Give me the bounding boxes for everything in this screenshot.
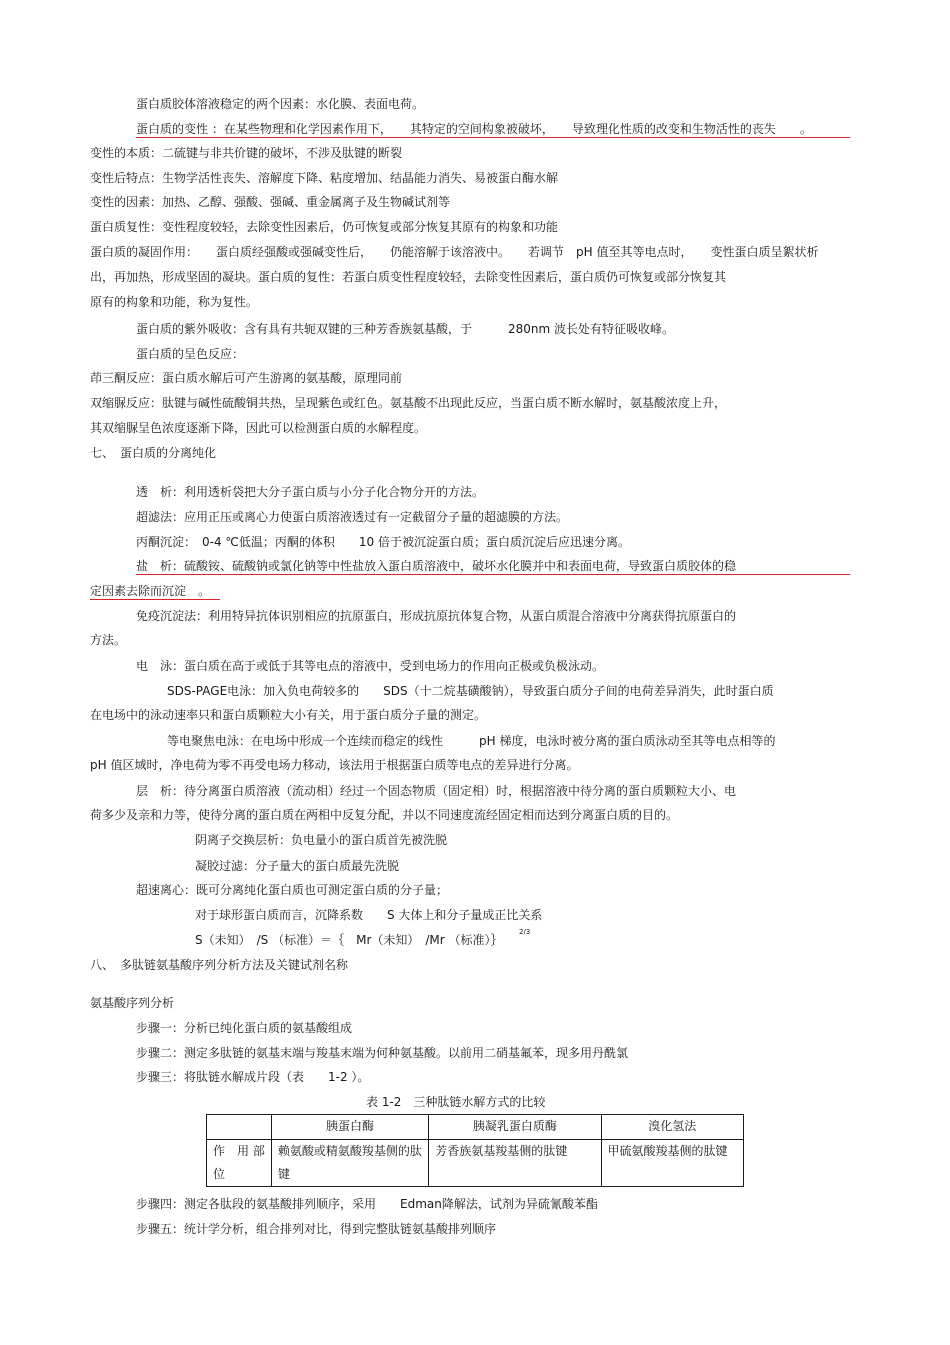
text-line: 变性的因素：加热、乙醇、强酸、强碱、重金属离子及生物碱试剂等: [90, 195, 451, 209]
text-line: 步骤四：测定各肽段的氨基酸排列顺序，采用 Edman降解法，试剂为异硫氰酸苯酯: [136, 1197, 598, 1211]
text-line: 变性后特点：生物学活性丧失、溶解度下降、粘度增加、结晶能力消失、易被蛋白酶水解: [90, 171, 559, 185]
table-cell: 芳香族氨基羧基侧的肽键: [429, 1140, 601, 1187]
text-line: 定因素去除而沉淀 。: [90, 584, 211, 598]
table-cell: 甲硫氨酸羧基侧的肽键: [601, 1140, 743, 1187]
text-line: 等电聚焦电泳：在电场中形成一个连续而稳定的线性 pH 梯度，电泳时被分离的蛋白质泳动至其等电点相等的: [167, 734, 776, 748]
table-header-row: [207, 1115, 744, 1140]
text-line-salting-out: 盐 析：硫酸铵、硫酸钠或氯化钠等中性盐放入蛋白质溶液中，破坏水化膜并中和表面电荷，导致蛋白质胶体的稳: [136, 559, 737, 573]
text-line: 双缩脲反应：肽键与碱性硫酸铜共热，呈现紫色或红色。氨基酸不出现此反应，当蛋白质不断水解时，氨基酸浓度上升，: [90, 396, 727, 410]
text-line: 层 析：待分离蛋白质溶液（流动相）经过一个固态物质（固定相）时，根据溶液中待分离的蛋白质颗粒大小、电: [136, 784, 737, 798]
text-line: 蛋白质胶体溶液稳定的两个因素：水化膜、表面电荷。: [136, 97, 425, 111]
text-line: 超速离心：既可分离纯化蛋白质也可测定蛋白质的分子量；: [136, 883, 449, 897]
text-line: 变性的本质：二硫键与非共价键的破坏，不涉及肽键的断裂: [90, 146, 403, 160]
formula-exponent: 2/3: [519, 928, 531, 936]
red-underline: [136, 574, 850, 575]
text-line: 出，再加热，形成坚固的凝块。蛋白质的复性：若蛋白质变性程度较轻，去除变性因素后，蛋白质仍可恢复或部分恢复其: [90, 270, 727, 284]
text-line: 蛋白质的呈色反应：: [136, 347, 245, 361]
text-line: pH 值区域时，净电荷为零不再受电场力移动，该法用于根据蛋白质等电点的差异进行分离。: [90, 758, 579, 772]
text-line: 其双缩脲呈色浓度逐渐下降，因此可以检测蛋白质的水解程度。: [90, 421, 427, 435]
table-header-cell: [207, 1115, 272, 1140]
text-line: 茚三酮反应：蛋白质水解后可产生游离的氨基酸，原理同前: [90, 371, 403, 385]
text-line: 在电场中的泳动速率只和蛋白质颗粒大小有关，用于蛋白质分子量的测定。: [90, 708, 487, 722]
text-line: 荷多少及亲和力等，使待分离的蛋白质在两相中反复分配，并以不同速度流经固定相而达到分离蛋白质的目的。: [90, 808, 679, 822]
text-line: 蛋白质的凝固作用： 蛋白质经强酸或强碱变性后， 仍能溶解于该溶液中。 若调节 pH 值至其等电点时， 变性蛋白质呈絮状析: [90, 245, 819, 259]
text-line: 步骤二：测定多肽链的氨基末端与羧基末端为何种氨基酸。以前用二硝基氟苯，现多用丹酰氯: [136, 1046, 629, 1060]
text-line: 阴离子交换层析：负电量小的蛋白质首先被洗脱: [195, 833, 448, 847]
text-line: 凝胶过滤：分子量大的蛋白质最先洗脱: [195, 859, 400, 873]
text-line: 蛋白质的紫外吸收：含有具有共轭双键的三种芳香族氨基酸，于 280nm 波长处有特征吸收峰。: [136, 322, 675, 336]
section-heading: 八、 多肽链氨基酸序列分析方法及关键试剂名称: [90, 958, 349, 972]
text-line: 超滤法：应用正压或离心力使蛋白质溶液透过有一定截留分子量的超滤膜的方法。: [136, 510, 569, 524]
table-header-cell: 溴化氢法: [601, 1115, 743, 1140]
text-line: 丙酮沉淀： 0-4 ℃低温；丙酮的体积 10 倍于被沉淀蛋白质；蛋白质沉淀后应迅速分离。: [136, 535, 630, 549]
table-cell: 赖氨酸或精氨酸羧基侧的肽键: [271, 1140, 428, 1187]
text-line: 步骤三：将肽链水解成片段（表 1-2 ）。: [136, 1070, 370, 1084]
text-line: 原有的构象和功能，称为复性。: [90, 295, 259, 309]
text-line: 方法。: [90, 633, 127, 647]
table-header-cell: 胰蛋白酶: [271, 1115, 428, 1140]
text-line: 透 析：利用透析袋把大分子蛋白质与小分子化合物分开的方法。: [136, 485, 485, 499]
text-line: 步骤一：分析已纯化蛋白质的氨基酸组成: [136, 1021, 353, 1035]
table-caption: 表 1-2 三种肽链水解方式的比较: [366, 1095, 546, 1109]
comparison-table: [206, 1114, 744, 1187]
red-underline: [136, 137, 850, 138]
table-header-cell: 胰凝乳蛋白质酶: [429, 1115, 601, 1140]
red-underline: [90, 599, 220, 600]
section-heading: 七、 蛋白质的分离纯化: [90, 446, 217, 460]
text-line: SDS-PAGE电泳：加入负电荷较多的 SDS（十二烷基磺酸钠），导致蛋白质分子间的电荷差异消失，此时蛋白质: [167, 684, 774, 698]
text-line: 蛋白质复性：变性程度较轻，去除变性因素后，仍可恢复或部分恢复其原有的构象和功能: [90, 220, 559, 234]
formula-line: S（未知） /S （标准）＝｛ Mr（未知） /Mr （标准）｝: [195, 933, 503, 947]
table-row: [207, 1140, 744, 1187]
text-line: 电 泳：蛋白质在高于或低于其等电点的溶液中，受到电场力的作用向正极或负极泳动。: [136, 659, 605, 673]
text-line: 免疫沉淀法：利用特异抗体识别相应的抗原蛋白，形成抗原抗体复合物，从蛋白质混合溶液中分离获得抗原蛋白的: [136, 609, 737, 623]
text-line: 对于球形蛋白质而言，沉降系数 S 大体上和分子量成正比关系: [195, 908, 543, 922]
text-line-denaturation: 蛋白质的变性 ：在某些物理和化学因素作用下， 其特定的空间构象被破坏， 导致理化性质的改变和生物活性的丧失 。: [136, 122, 812, 136]
subheading: 氨基酸序列分析: [90, 996, 175, 1010]
text-line: 步骤五：统计学分析，组合排列对比，得到完整肽链氨基酸排列顺序: [136, 1222, 497, 1236]
table-row-label: 作 用 部位: [207, 1140, 272, 1187]
